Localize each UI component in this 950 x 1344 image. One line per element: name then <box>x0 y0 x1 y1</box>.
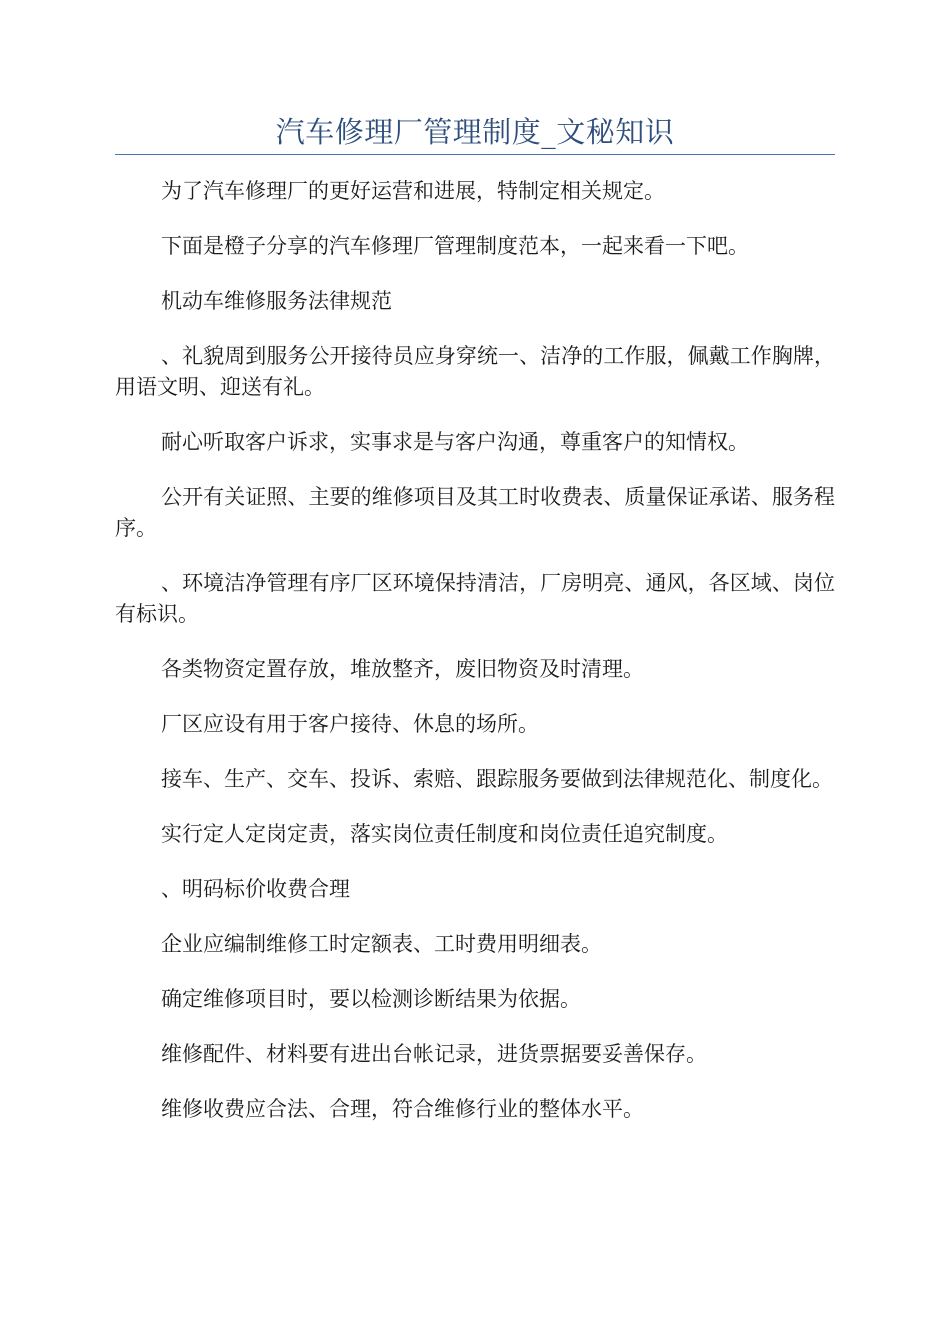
paragraph: 耐心听取客户诉求，实事求是与客户沟通，尊重客户的知情权。 <box>161 430 749 454</box>
paragraph: 维修配件、材料要有进出台帐记录，进货票据要妥善保存。 <box>161 1042 707 1066</box>
paragraph: 接车、生产、交车、投诉、索赔、跟踪服务要做到法律规范化、制度化。 <box>161 767 833 791</box>
section-heading: 机动车维修服务法律规范 <box>161 289 392 313</box>
paragraph: 确定维修项目时，要以检测诊断结果为依据。 <box>161 987 581 1011</box>
paragraph: 、礼貌周到服务公开接待员应身穿统一、洁净的工作服，佩戴工作胸牌，用语文明、迎送有礼。 <box>115 344 835 399</box>
paragraph: 公开有关证照、主要的维修项目及其工时收费表、质量保证承诺、服务程序。 <box>115 485 835 540</box>
document-body <box>115 176 835 1149</box>
paragraph: 实行定人定岗定责，落实岗位责任制度和岗位责任追究制度。 <box>161 822 728 846</box>
title-underline <box>115 154 835 155</box>
document-title: 汽车修理厂管理制度_文秘知识 <box>275 115 675 149</box>
paragraph: 为了汽车修理厂的更好运营和进展，特制定相关规定。 <box>161 179 665 203</box>
paragraph: 企业应编制维修工时定额表、工时费用明细表。 <box>161 932 602 956</box>
paragraph: 厂区应设有用于客户接待、休息的场所。 <box>161 712 539 736</box>
paragraph: 维修收费应合法、合理，符合维修行业的整体水平。 <box>161 1097 644 1121</box>
paragraph: 下面是橙子分享的汽车修理厂管理制度范本，一起来看一下吧。 <box>161 234 749 258</box>
section-heading: 、明码标价收费合理 <box>161 877 350 901</box>
paragraph: 、环境洁净管理有序厂区环境保持清洁，厂房明亮、通风，各区域、岗位有标识。 <box>115 571 835 626</box>
paragraph: 各类物资定置存放，堆放整齐，废旧物资及时清理。 <box>161 657 644 681</box>
